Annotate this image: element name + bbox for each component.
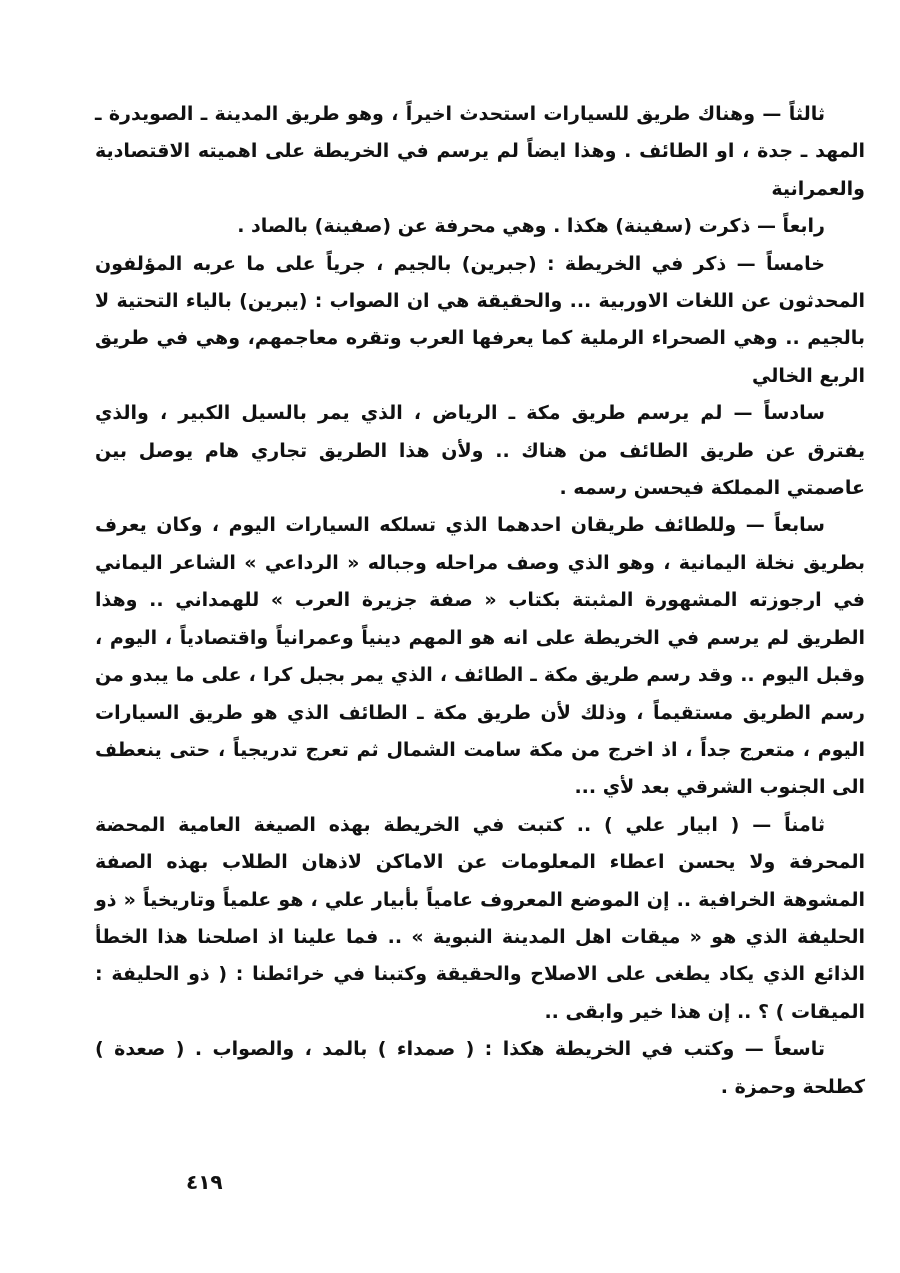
paragraph-eighth: ثامناً — ( ابيار علي ) .. كتبت في الخريطة بهذه الصيغة العامية المحضة المحرفة ولا يحسن اعطاء المعلومات عن الاماكن لاذهان الطلاب بهذه الصفة المشوهة الخرافية .. إن الموضع المعروف عامياً بأبيار علي ، هو علمياً وتاريخياً « ذو الحليفة الذي هو « ميقات اهل المدينة النبوية » .. فما علينا اذ اصلحنا هذا الخطأ الذائع الذي يكاد يطغى على الاصلاح والحقيقة وكتبنا في خرائطنا : ( ذو الحليفة : الميقات ) ؟ .. إن هذا خير وابقى .. [95,813,865,1023]
paragraph-third: ثالثاً — وهناك طريق للسيارات استحدث اخيراً ، وهو طريق المدينة ـ الصويدرة ـ المهد ـ جدة ، او الطائف . وهذا ايضاً لم يرسم في الخريطة على اهميته الاقتصادية والعمرانية [95,103,865,200]
paragraph-ninth: تاسعاً — وكتب في الخريطة هكذا : ( صمداء ) بالمد ، والصواب . ( صعدة ) كطلحة وحمزة . [95,1038,865,1098]
paragraph-sixth: سادساً — لم يرسم طريق مكة ـ الرياض ، الذي يمر بالسيل الكبير ، والذي يفترق عن طريق الطائف من هناك .. ولأن هذا الطريق تجاري هام يوصل بين عاصمتي المملكة فيحسن رسمه . [95,402,865,500]
body-text [95,96,865,1106]
paragraph-fifth: خامساً — ذكر في الخريطة : (جبرين) بالجيم ، جرياً على ما عربه المؤلفون المحدثون عن اللغات الاوربية ... والحقيقة هي ان الصواب : (يبرين) بالياء التحتية لا بالجيم .. وهي الصحراء الرملية كما يعرفها العرب وتقره معاجمهم، وهي في طريق الربع الخالي [95,252,865,387]
paragraph-fourth: رابعاً — ذكرت (سفينة) هكذا . وهي محرفة عن (صفينة) بالصاد . [237,215,825,238]
paragraph-seventh: سابعاً — وللطائف طريقان احدهما الذي تسلكه السيارات اليوم ، وكان يعرف بطريق نخلة اليمانية ، وهو الذي وصف مراحله وجباله « الرداعي » الشاعر اليماني في ارجوزته المشهورة المثبتة بكتاب « صفة جزيرة العرب » للهمداني .. وهذا الطريق لم يرسم في الخريطة على انه هو المهم دينياً وعمرانياً واقتصادياً ، اليوم ، وقبل اليوم .. وقد رسم طريق مكة ـ الطائف ، الذي يمر بجبل كرا ، على ما يبدو من رسم الطريق مستقيماً ، وذلك لأن طريق مكة ـ الطائف الذي هو طريق السيارات اليوم ، متعرج جداً ، اذ اخرج من مكة سامت الشمال ثم تعرج تدريجياً ، حتى ينعطف الى الجنوب الشرقي بعد لأي ... [95,514,865,799]
page-number: ٤١٩ [186,1170,223,1194]
